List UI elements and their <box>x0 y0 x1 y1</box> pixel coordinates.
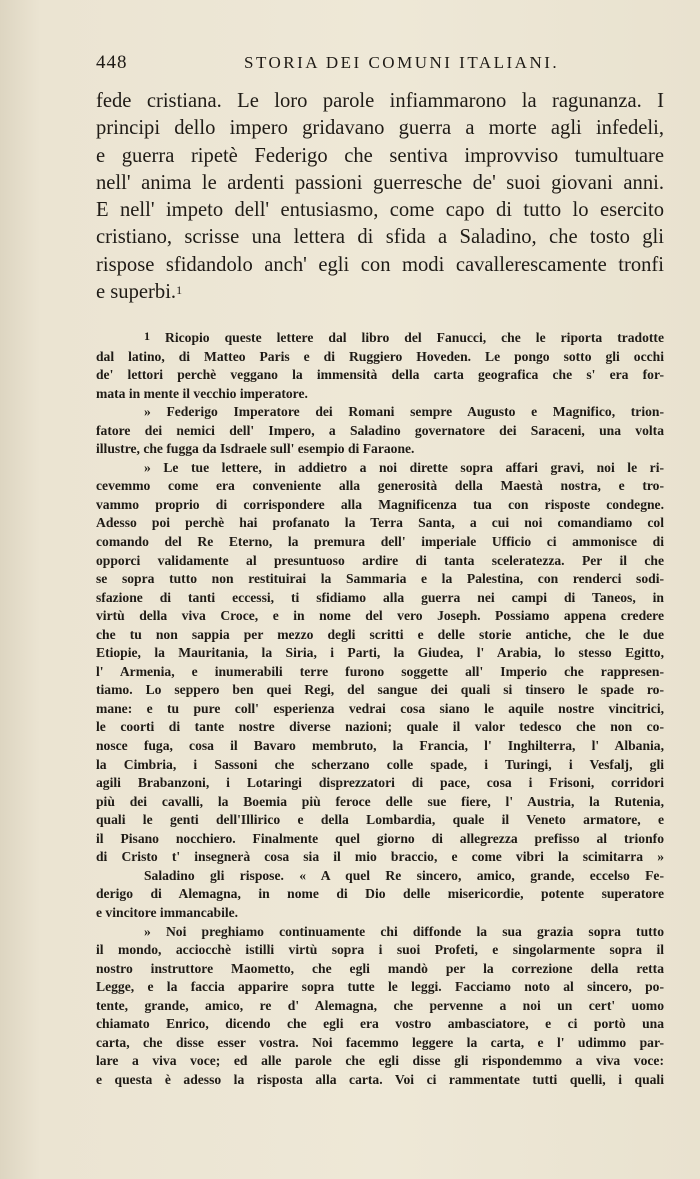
footnote-line: mane: e tu pure coll' esperienza vedrai cosa siano le aquile nostre vincitrici, <box>96 700 664 716</box>
main-text-line: nell' anima le ardenti passioni guerresche de' suoi giovani anni. <box>96 171 664 194</box>
page-header <box>96 52 652 78</box>
footnote-line: de' lettori perchè veggano la immensità della carta geografica che s' era for- <box>96 367 664 383</box>
footnote-line: dal latino, di Matteo Paris e di Ruggiero Hoveden. Le pongo sotto gli occhi <box>96 348 664 364</box>
footnote-line: agili Brabanzoni, i Lotaringi disprezzatori di pace, cosa i Frisoni, corridori <box>96 775 664 791</box>
main-text-line: e superbi. <box>96 281 177 304</box>
main-text-line: principi dello impero gridavano guerra a morte agli infedeli, <box>96 117 664 140</box>
footnote-line: sfazione di tanti eccessi, ti sfidiamo alla guerra nei campi di Taneos, in <box>96 589 664 605</box>
footnote-line: Legge, e la faccia apparire sopra tutte le leggi. Facciamo noto al sincero, po- <box>96 979 664 995</box>
footnote-line: che tu non sappia per mezzo degli scritti e delle storie antiche, che le due <box>96 626 664 642</box>
footnote-line: tiamo. Lo seppero ben quei Regi, del sangue dei quali si tinsero le spade ro- <box>96 682 664 698</box>
footnote-line: e questa è adesso la risposta alla carta. Voi ci rammentate tutti quelli, i quali <box>96 1071 664 1087</box>
footnote-line: nosce fuga, cosa il Bavaro membruto, la Francia, l' Inghilterra, l' Albania, <box>96 738 664 754</box>
footnote-line: e vincitore immancabile. <box>96 904 239 920</box>
footnote-line: Ricopio queste lettere dal libro del Fanucci, che le riporta tradotte <box>165 330 664 345</box>
footnote-line: comando del Re Eterno, la premura dell' imperiale Ufficio ci ammonisce di <box>96 534 664 550</box>
footnote-line: Etiopie, la Mauritania, la Siria, i Parti, la Giudea, l' Arabia, lo stesso Egitto, <box>96 645 664 661</box>
footnote-line: derigo di Alemagna, in nome di Dio delle misericordie, potente superatore <box>96 886 664 902</box>
footnote-reference: 1 <box>176 283 183 298</box>
footnotes <box>96 329 664 1089</box>
footnote-line: carta, che disse esser vostra. Noi facemmo leggere la carta, e l' udimmo par- <box>96 1034 664 1050</box>
running-title: STORIA DEI COMUNI ITALIANI. <box>244 53 560 72</box>
footnote-line: mata in mente il vecchio imperatore. <box>96 385 308 401</box>
page-number: 448 <box>96 52 128 73</box>
footnote-line: » Noi preghiamo continuamente chi diffonde la sua grazia sopra tutto <box>144 923 664 939</box>
main-text <box>96 88 664 306</box>
footnote-line: più dei cavalli, la Boemia più feroce delle sue fiere, l' Austria, la Rutenia, <box>96 793 664 809</box>
footnote-line: illustre, che fugga da Isdraele sull' esempio di Faraone. <box>96 441 415 457</box>
footnote-line: di Cristo t' insegnerà cosa sia il mio braccio, e come vibri la scimitarra » <box>96 849 664 865</box>
footnote-line: se sopra tutto non restituirai la Sammaria e la Palestina, con renderci sodi- <box>96 571 664 587</box>
footnote-line: nostro instruttore Maometto, che egli mandò per la correzione della retta <box>96 960 664 976</box>
footnote-marker: 1 <box>144 329 150 343</box>
main-text-line: rispose sfidandolo anch' egli con modi cavallerescamente tronfi <box>96 253 664 276</box>
footnote-line: chiamato Enrico, dicendo che egli era vostro ambasciatore, e ci portò una <box>96 1016 664 1032</box>
footnote-line: quali le genti dell'Illirico e della Lombardia, quale il Veneto armatore, e <box>96 812 664 828</box>
footnote-line: » Le tue lettere, in addietro a noi dirette sopra affari gravi, noi le ri- <box>144 459 664 475</box>
main-text-line: E nell' impeto dell' entusiasmo, come capo di tutto lo esercito <box>96 199 664 222</box>
footnote-line: Saladino gli rispose. « A quel Re sincero, amico, grande, eccelso Fe- <box>144 867 664 883</box>
footnote-line: la Cimbria, i Sassoni che scherzano colle spade, i Turingi, i Vesfalj, gli <box>96 756 664 772</box>
footnote-line: vammo proprio di corrispondere alla Magnificenza tua con risposte condegne. <box>96 496 664 512</box>
footnote-line: cevemmo come era conveniente alla generosità della Maestà nostra, e tro- <box>96 478 664 494</box>
footnote-line: opporci validamente al presuntuoso ardire di tanta sceleratezza. Per il che <box>96 552 664 568</box>
footnote-first-line <box>96 329 664 348</box>
footnote-line: virtù della viva Croce, e in nome del vero Joseph. Possiamo appena credere <box>96 608 664 624</box>
main-text-last-line <box>96 279 664 306</box>
footnote-line: » Federigo Imperatore dei Romani sempre Augusto e Magnifico, trion- <box>144 404 664 420</box>
footnote-line: l' Armenia, e inumerabili terre furono soggette all' Imperio che rappresen- <box>96 663 664 679</box>
main-text-line: cristiano, scrisse una lettera di sfida a Saladino, che tosto gli <box>96 226 664 249</box>
footnote-line: il Pisano nocchiero. Finalmente quel giorno di allegrezza prefisso al trionfo <box>96 830 664 846</box>
footnote-line: fatore dei nemici dell' Impero, a Saladino governatore dei Saraceni, una volta <box>96 422 664 438</box>
main-text-line: fede cristiana. Le loro parole infiammarono la ragunanza. I <box>96 90 664 112</box>
footnote-line: Adesso poi perchè hai profanato la Terra Santa, a cui noi comandiamo col <box>96 515 664 531</box>
footnote-line: lare a viva voce; ed alle parole che egli disse gli rispondemmo a viva voce: <box>96 1053 664 1069</box>
footnote-line: tente, grande, amico, re d' Alemagna, che pervenne a noi un cert' uomo <box>96 997 664 1013</box>
main-text-line: e guerra ripetè Federigo che sentiva improvviso tumultuare <box>96 144 664 167</box>
footnote-line: le coorti di tante nostre diverse nazioni; quale il valor tedesco che non co- <box>96 719 664 735</box>
footnote-line: il mondo, acciocchè istilli virtù sopra i suoi Profeti, e singolarmente sopra il <box>96 942 664 958</box>
